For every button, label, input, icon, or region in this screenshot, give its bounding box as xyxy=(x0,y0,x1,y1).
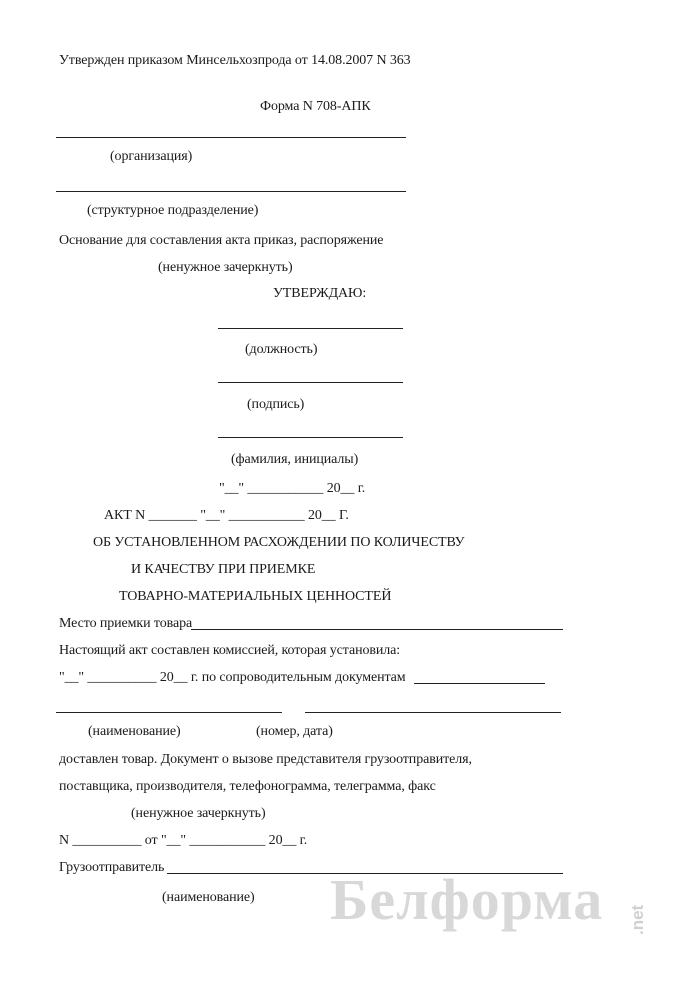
act-title-line3: ТОВАРНО-МАТЕРИАЛЬНЫХ ЦЕННОСТЕЙ xyxy=(119,589,392,604)
strike-note-2: (ненужное зачеркнуть) xyxy=(131,806,266,821)
supplier-text: поставщика, производителя, телефонограмма, телеграмма, факс xyxy=(59,779,436,794)
signature-caption: (подпись) xyxy=(247,397,305,412)
doc-number-date-caption: (номер, дата) xyxy=(256,724,333,739)
commission-text: Настоящий акт составлен комиссией, которая установила: xyxy=(59,643,401,658)
shipper-label: Грузоотправитель xyxy=(59,860,165,875)
act-title-line1: ОБ УСТАНОВЛЕННОМ РАСХОЖДЕНИИ ПО КОЛИЧЕСТВУ xyxy=(93,535,465,550)
docs-line: "__" __________ 20__ г. по сопроводительным документам xyxy=(59,670,406,685)
approval-note: Утвержден приказом Минсельхозпрода от 14.08.2007 N 363 xyxy=(59,53,411,68)
position-caption: (должность) xyxy=(245,342,318,357)
place-label: Место приемки товара xyxy=(59,616,193,631)
doc-name-line xyxy=(56,712,282,713)
subdivision-caption: (структурное подразделение) xyxy=(87,203,259,218)
watermark-brand: Белформа xyxy=(330,867,604,932)
delivered-text: доставлен товар. Документ о вызове представителя грузоотправителя, xyxy=(59,752,472,767)
act-number-line: АКТ N _______ "__" ___________ 20__ Г. xyxy=(104,508,349,523)
basis-text: Основание для составления акта приказ, распоряжение xyxy=(59,233,384,248)
fullname-line xyxy=(218,437,403,438)
signature-line xyxy=(218,382,403,383)
place-field-line xyxy=(191,629,563,630)
n-line: N __________ от "__" ___________ 20__ г. xyxy=(59,833,308,848)
act-title-line2: И КАЧЕСТВУ ПРИ ПРИЕМКЕ xyxy=(131,562,316,577)
organization-caption: (организация) xyxy=(110,149,193,164)
subdivision-line xyxy=(56,191,406,192)
position-line xyxy=(218,328,403,329)
doc-number-line xyxy=(305,712,561,713)
doc-name-caption: (наименование) xyxy=(88,724,181,739)
approve-date-line: "__" ___________ 20__ г. xyxy=(219,481,366,496)
docs-field-line xyxy=(414,683,545,684)
shipper-caption: (наименование) xyxy=(162,890,255,905)
organization-line xyxy=(56,137,406,138)
strike-note: (ненужное зачеркнуть) xyxy=(158,260,293,275)
approve-title: УТВЕРЖДАЮ: xyxy=(273,286,367,301)
form-number: Форма N 708-АПК xyxy=(260,99,371,114)
watermark-suffix: .net xyxy=(628,904,647,935)
fullname-caption: (фамилия, инициалы) xyxy=(231,452,359,467)
